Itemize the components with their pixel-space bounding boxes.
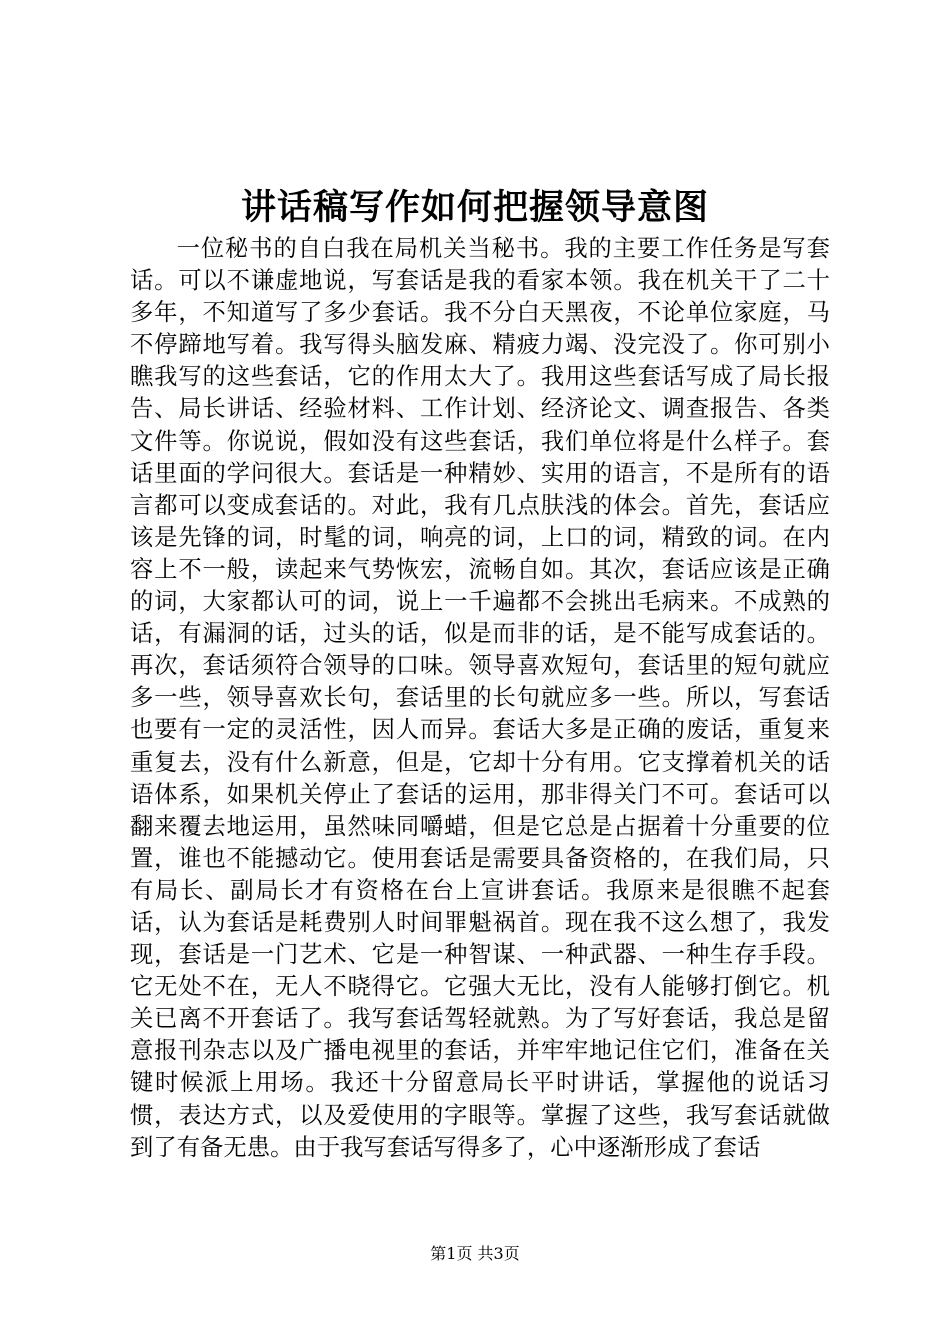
page-number-footer: 第1页 共3页 (430, 1244, 520, 1263)
document-body-paragraph: 一位秘书的自白我在局机关当秘书。我的主要工作任务是写套话。可以不谦虚地说，写套话是我的看家本领。我在机关干了二十多年，不知道写了多少套话。我不分白天黑夜，不论单位家庭，马不停蹄地写着。我写得头脑发麻、精疲力竭、没完没了。你可别小瞧我写的这些套话，它的作用太大了。我用这些套话写成了局长报告、局长讲话、经验材料、工作计划、经济论文、调查报告、各类文件等。你说说，假如没有这些套话，我们单位将是什么样子。套话里面的学问很大。套话是一种精妙、实用的语言，不是所有的语言都可以变成套话的。对此，我有几点肤浅的体会。首先，套话应该是先锋的词，时髦的词，响亮的词，上口的词，精致的词。在内容上不一般，读起来气势恢宏，流畅自如。其次，套话应该是正确的词，大家都认可的词，说上一千遍都不会挑出毛病来。不成熟的话，有漏洞的话，过头的话，似是而非的话，是不能写成套话的。再次，套话须符合领导的口味。领导喜欢短句，套话里的短句就应多一些，领导喜欢长句，套话里的长句就应多一些。所以，写套话也要有一定的灵活性，因人而异。套话大多是正确的废话，重复来重复去，没有什么新意，但是，它却十分有用。它支撑着机关的话语体系，如果机关停止了套话的运用，那非得关门不可。套话可以翻来覆去地运用，虽然味同嚼蜡，但是它总是占据着十分重要的位置，谁也不能撼动它。使用套话是需要具备资格的，在我们局，只有局长、副局长才有资格在台上宣讲套话。我原来是很瞧不起套话，认为套话是耗费别人时间罪魁祸首。现在我不这么想了，我发现，套话是一门艺术、它是一种智谋、一种武器、一种生存手段。它无处不在，无人不晓得它。它强大无比，没有人能够打倒它。机关已离不开套话了。我写套话驾轻就熟。为了写好套话，我总是留意报刊杂志以及广播电视里的套话，并牢牢地记住它们，准备在关键时候派上用场。我还十分留意局长平时讲话，掌握他的说话习惯，表达方式，以及爱使用的字眼等。掌握了这些，我写套话就做到了有备无患。由于我写套话写得多了，心中逐渐形成了套话 (130, 235, 830, 1161)
document-title: 讲话稿写作如何把握领导意图 (240, 187, 709, 228)
